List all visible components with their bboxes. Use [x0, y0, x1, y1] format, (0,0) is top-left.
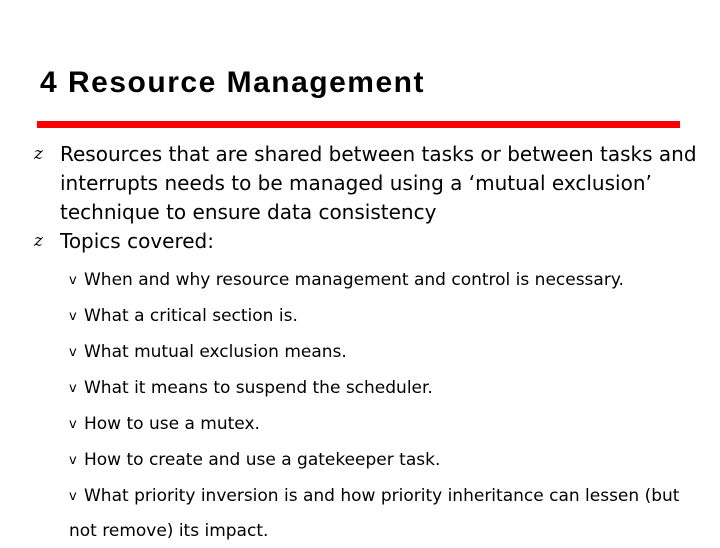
v-bullet-icon: v [69, 345, 77, 360]
main-bullet-item [34, 227, 704, 256]
title-underline-rule [37, 121, 680, 128]
sub-bullet-item [69, 268, 709, 304]
v-bullet-icon: v [69, 417, 77, 432]
sub-bullet-text: How to create and use a gatekeeper task. [84, 450, 441, 470]
sub-bullet-text: What it means to suspend the scheduler. [84, 378, 433, 398]
main-bullet-text: Resources that are shared between tasks or between tasks and interrupts needs to be managed using a ‘mutual exclusion’ technique to ensure data consistency [60, 142, 697, 224]
sub-bullet-item [69, 412, 709, 448]
z-bullet-icon: z [34, 231, 43, 251]
v-bullet-icon: v [69, 489, 77, 504]
sub-bullet-item [69, 304, 709, 340]
main-bullet-item [34, 140, 704, 227]
sub-bullet-item [69, 376, 709, 412]
sub-bullet-text: When and why resource management and control is necessary. [84, 270, 624, 290]
main-bullet-text: Topics covered: [60, 229, 214, 253]
v-bullet-icon: v [69, 273, 77, 288]
sub-bullet-item [69, 479, 709, 548]
main-bullet-list [34, 140, 704, 256]
sub-bullet-item [69, 340, 709, 376]
slide-title: 4 Resource Management [40, 66, 425, 99]
z-bullet-icon: z [34, 144, 43, 164]
sub-bullet-text: What priority inversion is and how priority inheritance can lessen (but not remove) its impact. [69, 486, 680, 541]
sub-bullet-text: What mutual exclusion means. [84, 342, 347, 362]
v-bullet-icon: v [69, 309, 77, 324]
v-bullet-icon: v [69, 381, 77, 396]
sub-bullet-text: What a critical section is. [84, 306, 298, 326]
sub-bullet-list [69, 268, 709, 548]
sub-bullet-text: How to use a mutex. [84, 414, 260, 434]
v-bullet-icon: v [69, 453, 77, 468]
